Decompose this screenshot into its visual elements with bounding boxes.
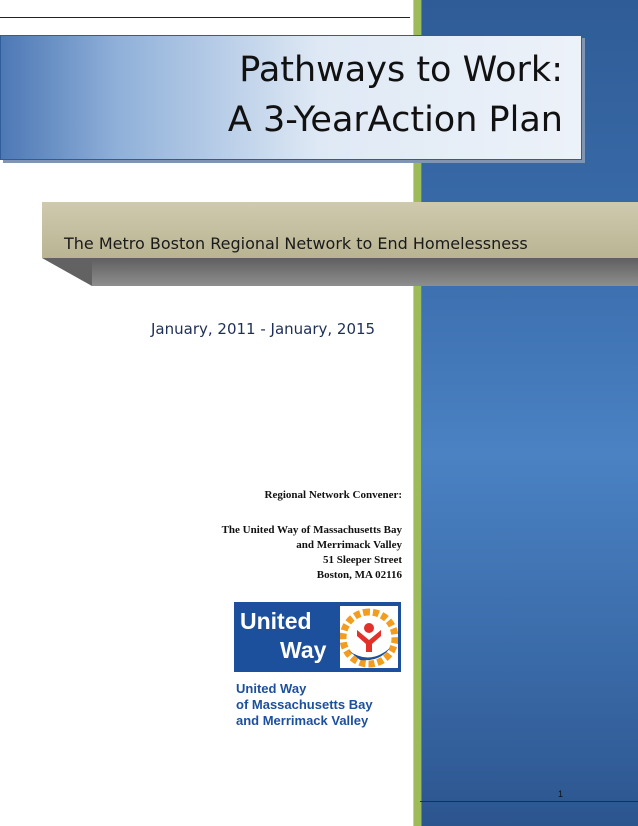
top-rule (0, 17, 410, 18)
band-shadow (92, 258, 638, 286)
logo-subtitle-line: and Merrimack Valley (236, 713, 369, 728)
convener-address-line: The United Way of Massachusetts Bay (221, 524, 402, 536)
convener-address-line: and Merrimack Valley (296, 539, 402, 551)
logo-wordmark-line-1: United (240, 608, 312, 634)
united-way-logo (234, 602, 401, 672)
logo-subtitle-line: United Way (236, 681, 307, 696)
logo-subtitle (236, 681, 373, 729)
convener-address-line: Boston, MA 02116 (316, 569, 402, 581)
logo-subtitle-line: of Massachusetts Bay (236, 697, 373, 712)
convener-heading: Regional Network Convener: (264, 489, 402, 501)
logo-wordmark-line-2: Way (280, 637, 327, 663)
network-name: The Metro Boston Regional Network to End Homelessness (64, 234, 528, 253)
band-shadow-corner (42, 258, 92, 286)
convener-block (222, 488, 402, 583)
convener-address-line: 51 Sleeper Street (322, 554, 402, 566)
title-line-2: A 3-YearAction Plan (227, 100, 563, 140)
title-line-1: Pathways to Work: (239, 50, 563, 90)
united-way-emblem-icon (340, 606, 398, 668)
plan-dates: January, 2011 - January, 2015 (151, 320, 376, 338)
page-number: 1 (558, 789, 564, 799)
title-box (0, 35, 582, 160)
bottom-rule (420, 801, 638, 802)
